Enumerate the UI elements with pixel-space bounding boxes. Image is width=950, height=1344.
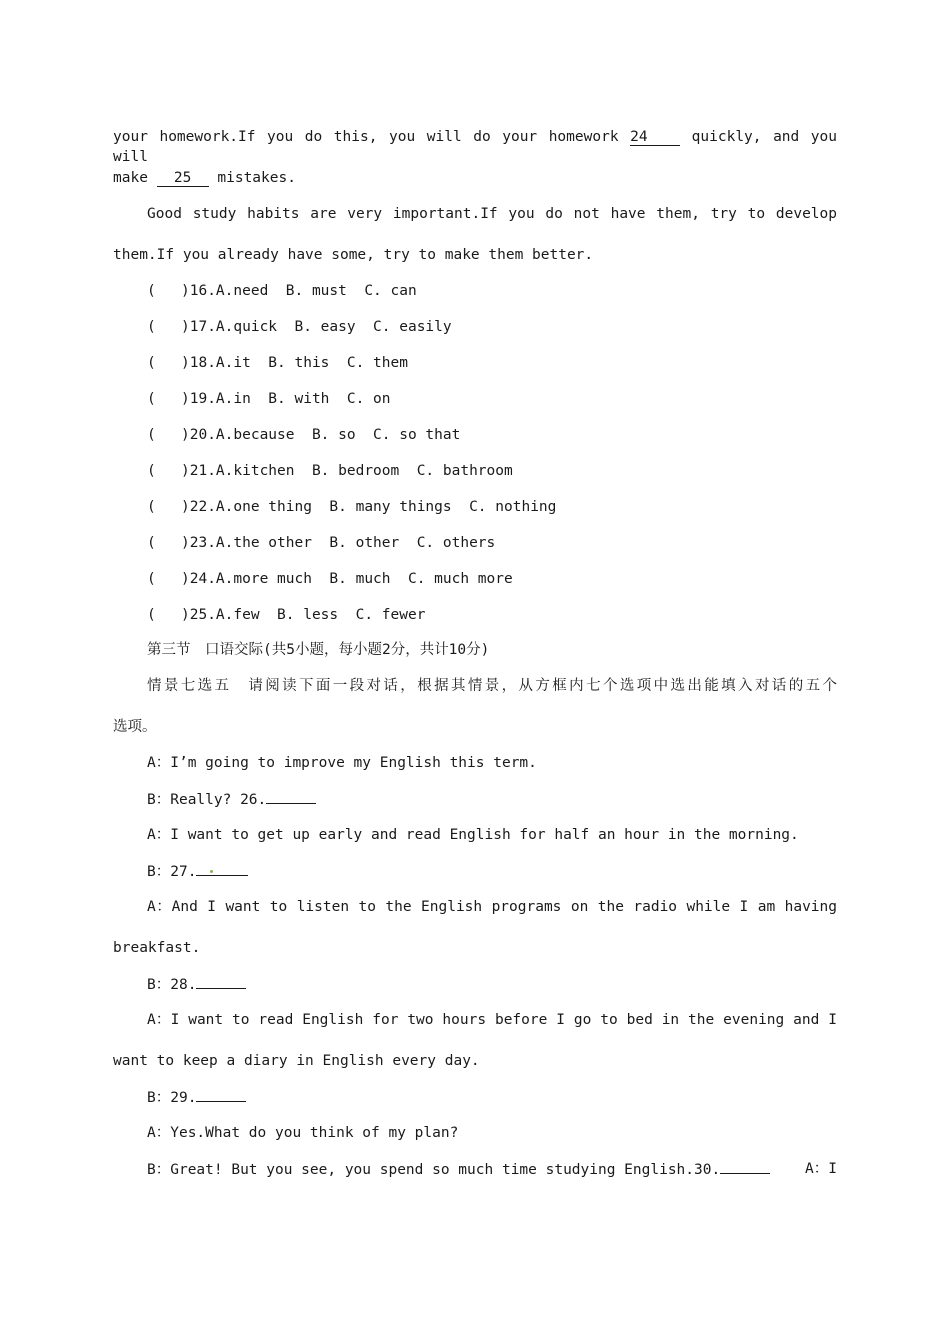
- answer-paren: (: [147, 355, 156, 371]
- paragraph-2-line-1: Good study habits are very important.If you do not have them, try to develop: [147, 206, 837, 222]
- dialogue-b29: [147, 1087, 246, 1108]
- option-text: )17.A.quick B. easy C. easily: [181, 319, 452, 335]
- answer-paren: (: [147, 535, 156, 551]
- dialogue-a4-line-2: want to keep a diary in English every day.: [113, 1053, 480, 1069]
- option-row: [147, 533, 495, 553]
- stray-dot: [210, 870, 213, 873]
- option-row: [147, 497, 556, 517]
- answer-paren: (: [147, 571, 156, 587]
- passage-line-2: [113, 168, 296, 188]
- section-heading: 第三节 口语交际(共5小题，每小题2分，共计10分): [147, 642, 490, 658]
- dialogue-b30: [147, 1159, 837, 1180]
- dialogue-b26: [147, 789, 316, 810]
- answer-paren: (: [147, 427, 156, 443]
- blank-30: [720, 1159, 770, 1174]
- passage-text: quickly, and you will: [113, 129, 837, 165]
- option-row: [147, 569, 513, 589]
- option-row: [147, 461, 513, 481]
- answer-paren: (: [147, 391, 156, 407]
- answer-paren: (: [147, 283, 156, 299]
- option-row: [147, 353, 408, 373]
- blank-29: [196, 1087, 246, 1102]
- answer-paren: (: [147, 463, 156, 479]
- answer-paren: (: [147, 607, 156, 623]
- option-text: )21.A.kitchen B. bedroom C. bathroom: [181, 463, 513, 479]
- dialogue-text: B：29.: [147, 1090, 197, 1106]
- dialogue-b27: [147, 861, 248, 882]
- dialogue-a3-line-2: breakfast.: [113, 940, 201, 956]
- dialogue-a5: A：Yes.What do you think of my plan?: [147, 1125, 459, 1141]
- dialogue-a-continue: A：I: [805, 1161, 837, 1177]
- dialogue-text: [147, 1159, 770, 1180]
- option-text: )22.A.one thing B. many things C. nothing: [181, 499, 557, 515]
- passage-text: your homework.If you do this, you will do your homework: [113, 129, 619, 145]
- passage-text: make: [113, 170, 148, 186]
- blank-26: [266, 789, 316, 804]
- dialogue-a3-line-1: A：And I want to listen to the English programs on the radio while I am having: [147, 899, 837, 915]
- dialogue-text: B：27.: [147, 864, 197, 880]
- dialogue-text: B：28.: [147, 977, 197, 993]
- paragraph-2-line-2: them.If you already have some, try to make them better.: [113, 247, 594, 263]
- answer-paren: (: [147, 499, 156, 515]
- option-row: [147, 317, 452, 337]
- option-text: )16.A.need B. must C. can: [181, 283, 417, 299]
- option-row: [147, 281, 417, 301]
- section-intro-line-1: 情景七选五 请阅读下面一段对话，根据其情景，从方框内七个选项中选出能填入对话的五个: [147, 678, 837, 694]
- dialogue-a2: A：I want to get up early and read English for half an hour in the morning.: [147, 827, 799, 843]
- section-intro-line-2: 选项。: [113, 719, 157, 735]
- option-text: )19.A.in B. with C. on: [181, 391, 391, 407]
- option-text: )23.A.the other B. other C. others: [181, 535, 496, 551]
- answer-paren: (: [147, 319, 156, 335]
- dialogue-text: B：Really? 26.: [147, 792, 267, 808]
- option-row: [147, 425, 460, 445]
- blank-27: [196, 861, 248, 876]
- option-text: )25.A.few B. less C. fewer: [181, 607, 426, 623]
- option-row: [147, 389, 391, 409]
- dialogue-a4-line-1: A：I want to read English for two hours before I go to bed in the evening and I: [147, 1012, 837, 1028]
- dialogue-b30-text: B：Great! But you see, you spend so much time studying English.30.: [147, 1162, 721, 1178]
- passage-line-1: [113, 127, 837, 167]
- passage-text: mistakes.: [217, 170, 296, 186]
- dialogue-b28: [147, 974, 246, 995]
- option-text: )24.A.more much B. much C. much more: [181, 571, 513, 587]
- option-text: )20.A.because B. so C. so that: [181, 427, 461, 443]
- dialogue-a1: A：I’m going to improve my English this term.: [147, 755, 537, 771]
- option-row: [147, 605, 425, 625]
- blank-25: 25: [157, 170, 209, 187]
- blank-24: 24: [630, 129, 680, 146]
- option-text: )18.A.it B. this C. them: [181, 355, 408, 371]
- blank-28: [196, 974, 246, 989]
